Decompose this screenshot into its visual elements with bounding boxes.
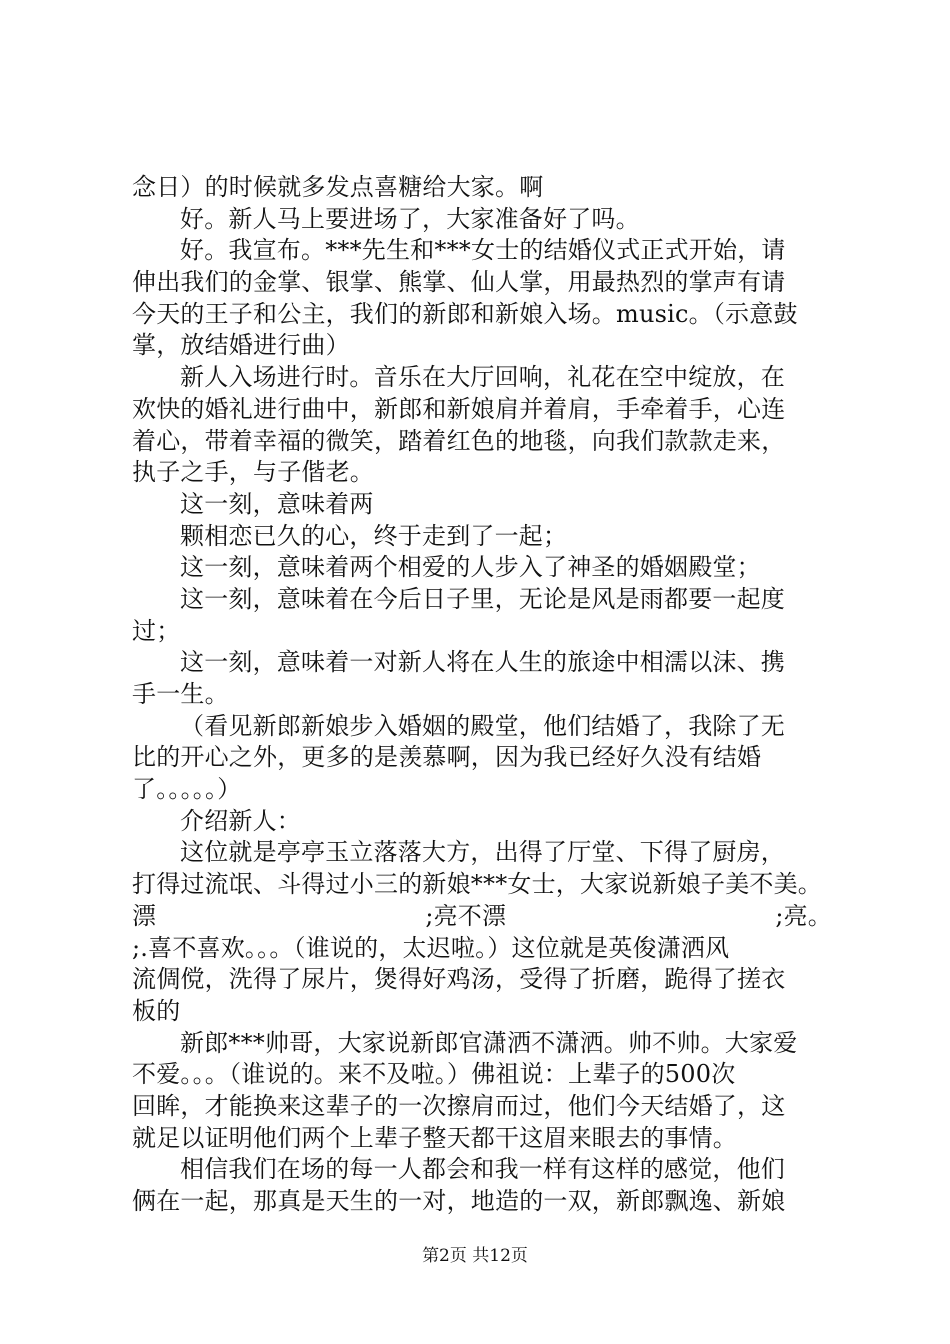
text-line: 相信我们在场的每一人都会和我一样有这样的感觉，他们 xyxy=(180,1155,785,1184)
split-text-line xyxy=(132,901,832,933)
text-line: 不爱。。。（谁说的。来不及啦。）佛祖说：上辈子的500次 xyxy=(132,1060,736,1089)
text-line: （看见新郎新娘步入婚姻的殿堂，他们结婚了，我除了无 xyxy=(180,711,785,740)
text-line: 手一生。 xyxy=(132,680,229,708)
paragraph-block-2 xyxy=(132,933,832,1218)
text-line: 就足以证明他们两个上辈子整天都干这眉来眼去的事情。 xyxy=(132,1123,737,1152)
text-line: 新郎***帅哥，大家说新郎官潇洒不潇洒。帅不帅。大家爱 xyxy=(180,1028,798,1057)
text-line: 颗相恋已久的心，终于走到了一起； xyxy=(180,521,568,550)
text-line: 打得过流氓、斗得过小三的新娘***女士，大家说新娘子美不美。 xyxy=(132,870,822,899)
text-line: 新人入场进行时。音乐在大厅回响，礼花在空中绽放，在 xyxy=(180,363,785,392)
paragraph-block-1 xyxy=(132,172,832,901)
text-line: 欢快的婚礼进行曲中，新郎和新娘肩并着肩，手牵着手，心连 xyxy=(132,394,786,423)
text-line: 流倜傥，洗得了尿片，煲得好鸡汤，受得了折磨，跪得了搓衣 xyxy=(132,965,786,994)
text-line: 伸出我们的金掌、银掌、熊掌、仙人掌，用最热烈的掌声有请 xyxy=(132,268,786,297)
text-line: ;.喜不喜欢。。。（谁说的，太迟啦。）这位就是英俊潇洒风 xyxy=(132,933,730,962)
split-text-part-2: ;亮不漂 xyxy=(425,901,507,930)
text-line: 今天的王子和公主，我们的新郎和新娘入场。music。（示意鼓 xyxy=(132,299,798,328)
document-body xyxy=(132,172,832,1218)
text-line: 执子之手，与子偕老。 xyxy=(132,458,374,487)
text-line: 过； xyxy=(132,616,181,645)
text-line: 介绍新人： xyxy=(180,806,301,835)
text-line: 掌，放结婚进行曲） xyxy=(132,331,350,360)
text-line: 了。。。。。） xyxy=(132,775,242,804)
text-line: 念日）的时候就多发点喜糖给大家。啊 xyxy=(132,173,544,201)
split-text-part-1: 漂 xyxy=(132,901,157,930)
text-line: 这位就是亭亭玉立落落大方，出得了厅堂、下得了厨房， xyxy=(180,838,785,867)
split-text-part-3: ;亮。 xyxy=(775,901,832,930)
text-line: 着心，带着幸福的微笑，踏着红色的地毯，向我们款款走来， xyxy=(132,426,786,455)
text-line: 这一刻，意味着一对新人将在人生的旅途中相濡以沫、携 xyxy=(180,648,785,677)
text-line: 这一刻，意味着两 xyxy=(180,489,374,518)
text-line: 板的 xyxy=(132,996,181,1025)
text-line: 这一刻，意味着两个相爱的人步入了神圣的婚姻殿堂； xyxy=(180,553,761,582)
text-line: 回眸，才能换来这辈子的一次擦肩而过，他们今天结婚了，这 xyxy=(132,1091,786,1120)
text-line: 这一刻，意味着在今后日子里，无论是风是雨都要一起度 xyxy=(180,584,785,613)
text-line: 比的开心之外，更多的是羡慕啊，因为我已经好久没有结婚 xyxy=(132,743,762,772)
text-line: 好。我宣布。***先生和***女士的结婚仪式正式开始，请 xyxy=(180,236,786,265)
text-line: 好。新人马上要进场了，大家准备好了吗。 xyxy=(180,204,640,233)
text-line: 俩在一起，那真是天生的一对，地造的一双，新郎飘逸、新娘 xyxy=(132,1187,786,1215)
page-footer: 第2页 共12页 xyxy=(422,1246,528,1266)
